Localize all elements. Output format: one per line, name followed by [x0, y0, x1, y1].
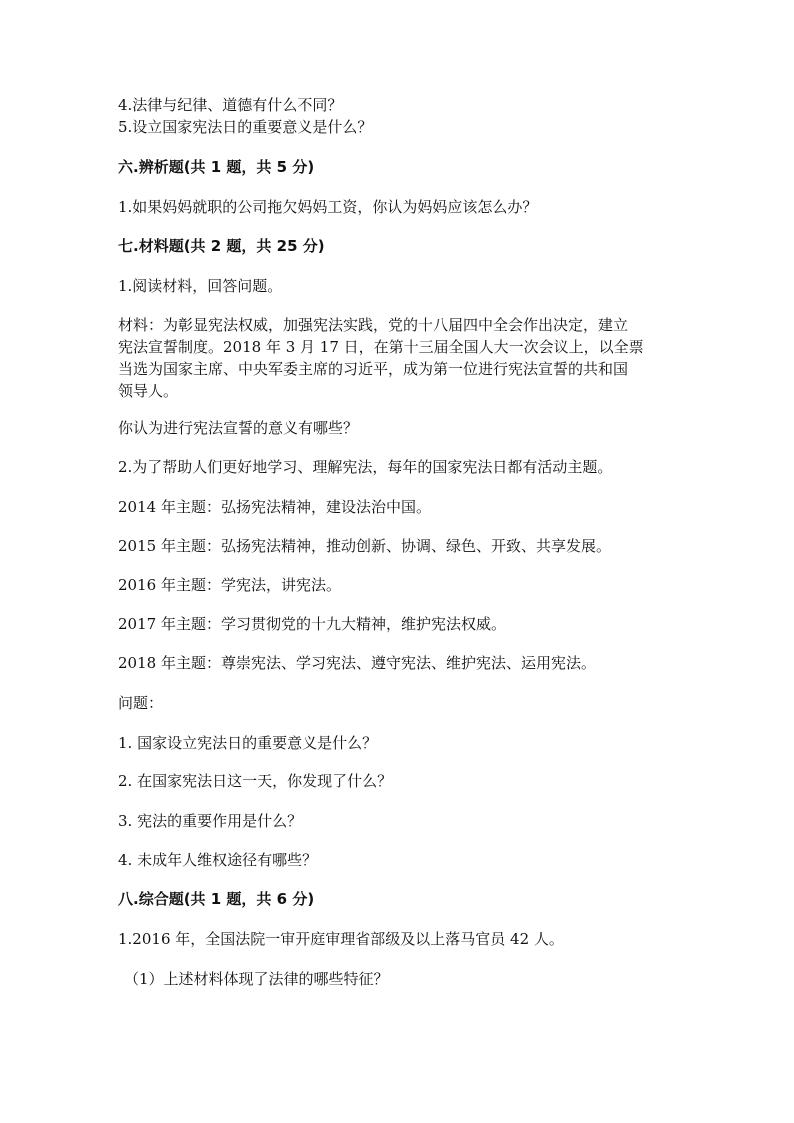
sub-question-2: 2. 在国家宪法日这一天，你发现了什么？ — [118, 772, 393, 790]
section-8-title: 八.综合题(共 1 题，共 6 分) — [118, 890, 315, 908]
section-6-question-1: 1.如果妈妈就职的公司拖欠妈妈工资，你认为妈妈应该怎么办？ — [118, 198, 538, 216]
section-8-question-1: 1.2016 年，全国法院一审开庭审理省部级及以上落马官员 42 人。 — [118, 930, 564, 948]
theme-2016: 2016 年主题：学宪法，讲宪法。 — [118, 576, 341, 594]
sub-question-1: 1. 国家设立宪法日的重要意义是什么？ — [118, 734, 378, 752]
material-line-3: 当选为国家主席、中央军委主席的习近平，成为第一位进行宪法宣誓的共和国 — [118, 360, 629, 378]
section-7-question-2: 2.为了帮助人们更好地学习、理解宪法，每年的国家宪法日都有活动主题。 — [118, 458, 613, 476]
theme-2015: 2015 年主题：弘扬宪法精神，推动创新、协调、绿色、开致、共享发展。 — [118, 537, 611, 555]
section-6-title: 六.辨析题(共 1 题，共 5 分) — [118, 158, 315, 176]
theme-2014: 2014 年主题：弘扬宪法精神，建设法治中国。 — [118, 498, 431, 516]
material-line-2: 宪法宣誓制度。2018 年 3 月 17 日，在第十三届全国人大一次会议上，以全票 — [118, 338, 644, 356]
material-question: 你认为进行宪法宣誓的意义有哪些？ — [118, 419, 359, 437]
sub-question-4: 4. 未成年人维权途径有哪些？ — [118, 851, 318, 869]
material-line-4: 领导人。 — [118, 382, 179, 400]
section-7-question-1: 1.阅读材料，回答问题。 — [118, 277, 283, 295]
theme-2018: 2018 年主题：尊崇宪法、学习宪法、遵守宪法、维护宪法、运用宪法。 — [118, 654, 596, 672]
section-8-question-1-part-1: （1）上述材料体现了法律的哪些特征？ — [124, 970, 389, 988]
question-4: 4.法律与纪律、道德有什么不同？ — [118, 96, 343, 114]
question-5: 5.设立国家宪法日的重要意义是什么？ — [118, 118, 373, 136]
section-7-title: 七.材料题(共 2 题，共 25 分) — [118, 237, 325, 255]
questions-label: 问题： — [118, 694, 164, 712]
material-line-1: 材料：为彰显宪法权威，加强宪法实践，党的十八届四中全会作出决定，建立 — [118, 316, 629, 334]
sub-question-3: 3. 宪法的重要作用是什么？ — [118, 812, 303, 830]
theme-2017: 2017 年主题：学习贯彻党的十九大精神，维护宪法权威。 — [118, 615, 506, 633]
